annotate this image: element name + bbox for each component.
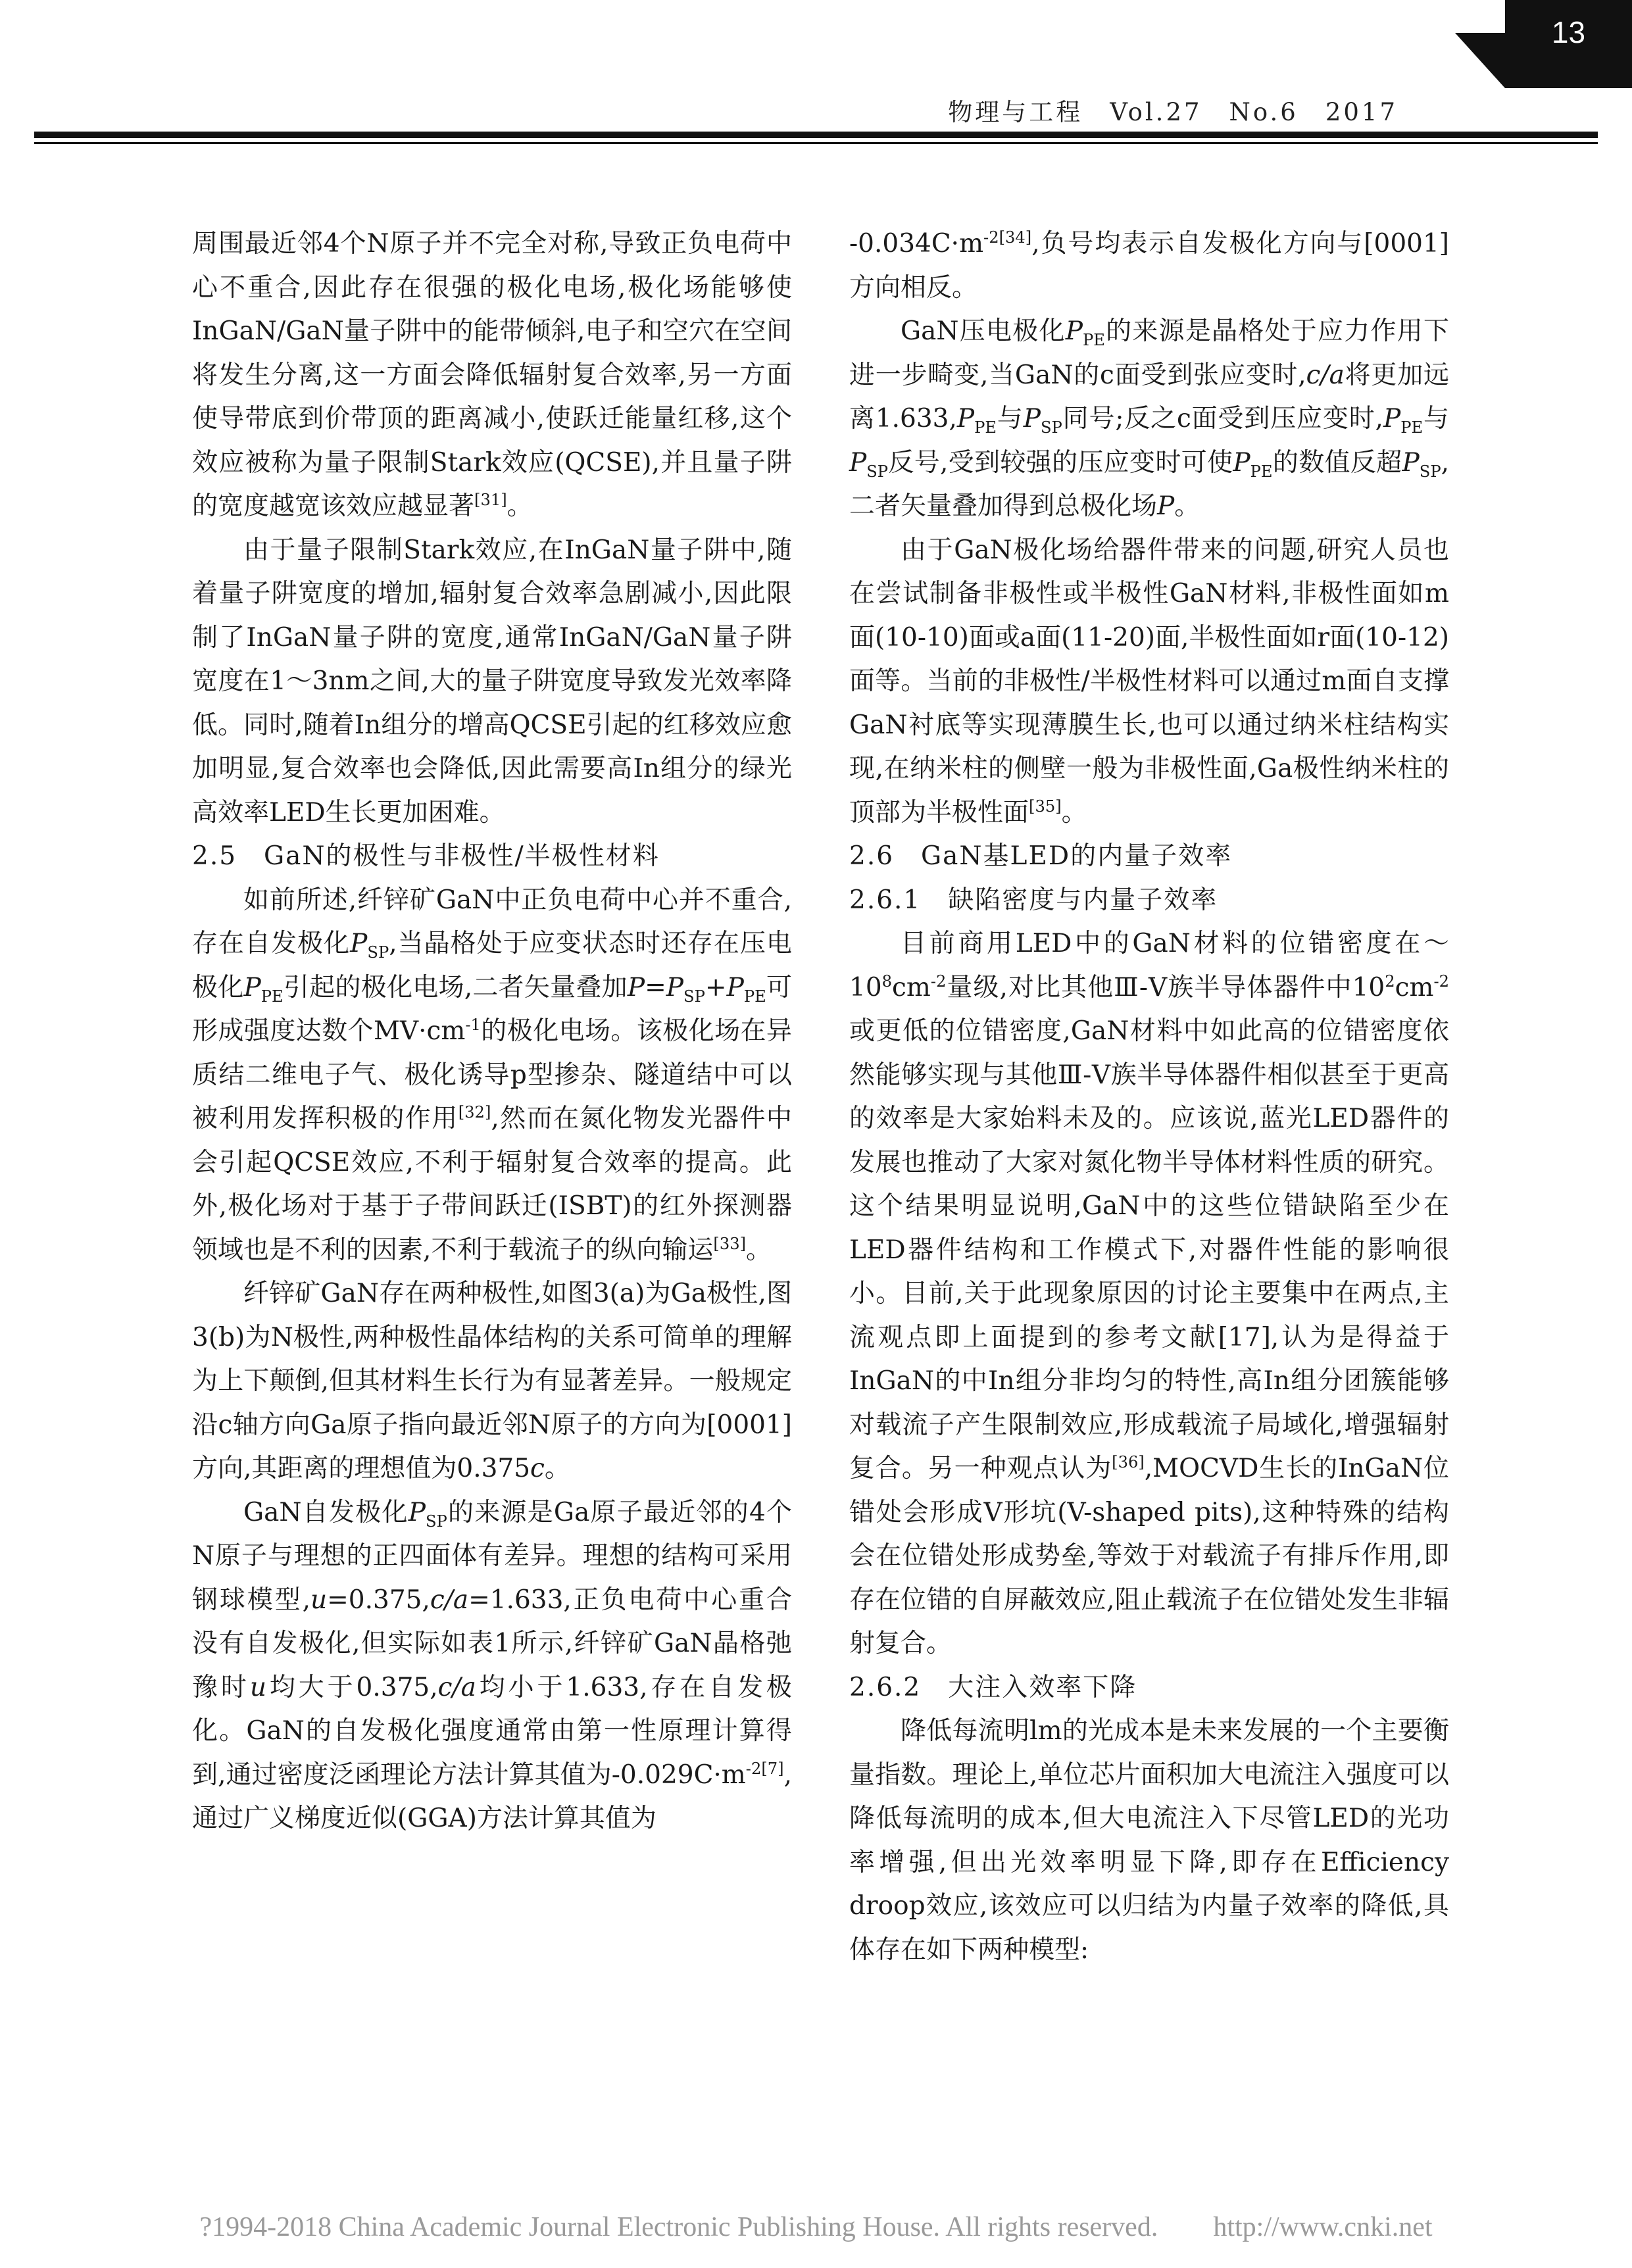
page-corner-fold — [1455, 33, 1505, 88]
header-rule-thin — [34, 142, 1598, 144]
paragraph: GaN自发极化$P_{SP}$的来源是Ga原子最近邻的4个N原子与理想的正四面体有差异。理想的结构可采用钢球模型,u=0.375,c/a=1.633,正负电荷中心重合没有自发极化,但实际如表1所示,纤锌矿GaN晶格弛豫时u均大于0.375,c/a均小于1.633,存在自发极化。GaN的自发极化强度通常由第一性原理计算得到,通过密度泛函理论方法计算其值为$-0.029C\cdot m^{-2[7]}$,通过广义梯度近似(GGA)方法计算其值为 — [192, 1497, 792, 1833]
section-heading-2-6-1: 2.6.1 缺陷密度与内量子效率 — [849, 885, 1218, 915]
paragraph: 如前所述,纤锌矿GaN中正负电荷中心并不重合,存在自发极化$P_{SP}$,当晶格处于应变状态时还存在压电极化$P_{PE}$引起的极化电场,二者矢量叠加$P=P_{SP}+P_{PE}$可形成强度达数个$MV\cdot cm^{-1}$的极化电场。该极化场在异质结二维电子气、极化诱导p型掺杂、隧道结中可以被利用发挥积极的作用[32],然而在氮化物发光器件中会引起QCSE效应,不利于辐射复合效率的提高。此外,极化场对于基于子带间跃迁(ISBT)的红外探测器领域也是不利的因素,不利于载流子的纵向输运[33]。 — [192, 885, 792, 1265]
paragraph: $-0.034C\cdot m^{-2[34]}$,负号均表示自发极化方向与[0001]方向相反。 — [849, 228, 1449, 303]
page-number: 13 — [1505, 0, 1632, 88]
copyright-footer: ?1994-2018 China Academic Journal Electronic Publishing House. All rights reserved. http://www.cnki.net — [199, 2212, 1433, 2242]
right-column — [849, 222, 1449, 1972]
section-heading-2-6: 2.6 GaN基LED的内量子效率 — [849, 841, 1233, 871]
paragraph: 由于GaN极化场给器件带来的问题,研究人员也在尝试制备非极性或半极性GaN材料,非极性面如m面(10-10)面或a面(11-20)面,半极性面如r面(10-12)面等。当前的非极性/半极性材料可以通过m面自支撑GaN衬底等实现薄膜生长,也可以通过纳米柱结构实现,在纳米柱的侧壁一般为非极性面,Ga极性纳米柱的顶部为半极性面[35]。 — [849, 535, 1449, 827]
paragraph: 周围最近邻4个N原子并不完全对称,导致正负电荷中心不重合,因此存在很强的极化电场,极化场能够使InGaN/GaN量子阱中的能带倾斜,电子和空穴在空间将发生分离,这一方面会降低辐射复合效率,另一方面使导带底到价带顶的距离减小,使跃迁能量红移,这个效应被称为量子限制Stark效应(QCSE),并且量子阱的宽度越宽该效应越显著[31]。 — [192, 229, 792, 521]
section-heading-2-6-2: 2.6.2 大注入效率下降 — [849, 1672, 1137, 1702]
paragraph: GaN压电极化$P_{PE}$的来源是晶格处于应力作用下进一步畸变,当GaN的c面受到张应变时,c/a将更加远离$1.633,P_{PE}$与$P_{SP}$同号;反之c面受到压应变时$,P_{PE}$与$P_{SP}$反号,受到较强的压应变时可使$P_{PE}$的数值反超$P_{SP}$,二者矢量叠加得到总极化场P。 — [849, 316, 1449, 521]
left-column — [192, 222, 792, 1841]
paragraph: 降低每流明lm的光成本是未来发展的一个主要衡量指数。理论上,单位芯片面积加大电流注入强度可以降低每流明的成本,但大电流注入下尽管LED的光功率增强,但出光效率明显下降,即存在Efficiency droop效应,该效应可以归结为内量子效率的降低,具体存在如下两种模型: — [849, 1716, 1449, 1965]
paragraph: 纤锌矿GaN存在两种极性,如图3(a)为Ga极性,图3(b)为N极性,两种极性晶体结构的关系可简单的理解为上下颠倒,但其材料生长行为有显著差异。一般规定沿c轴方向Ga原子指向最近邻N原子的方向为[0001]方向,其距离的理想值为0.375c。 — [192, 1279, 792, 1483]
journal-header: 物理与工程 Vol.27 No.6 2017 — [948, 98, 1398, 126]
paragraph: 目前商用LED中的GaN材料的位错密度在$\sim 10^8cm^{-2}$量级,对比其他Ⅲ-Ⅴ族半导体器件中$10^2cm^{-2}$或更低的位错密度,GaN材料中如此高的位错密度依然能够实现与其他Ⅲ-Ⅴ族半导体器件相似甚至于更高的效率是大家始料未及的。应该说,蓝光LED器件的发展也推动了大家对氮化物半导体材料性质的研究。这个结果明显说明,GaN中的这些位错缺陷至少在LED器件结构和工作模式下,对器件性能的影响很小。目前,关于此现象原因的讨论主要集中在两点,主流观点即上面提到的参考文献[17],认为是得益于InGaN的中In组分非均匀的特性,高In组分团簇能够对载流子产生限制效应,形成载流子局域化,增强辐射复合。另一种观点认为[36],MOCVD生长的InGaN位错处会形成V形坑(V-shaped pits),这种特殊的结构会在位错处形成势垒,等效于对载流子有排斥作用,即存在位错的自屏蔽效应,阻止载流子在位错处发生非辐射复合。 — [849, 929, 1449, 1658]
header-rule-thick — [34, 132, 1598, 138]
paragraph: 由于量子限制Stark效应,在InGaN量子阱中,随着量子阱宽度的增加,辐射复合效率急剧减小,因此限制了InGaN量子阱的宽度,通常InGaN/GaN量子阱宽度在1～3nm之间,大的量子阱宽度导致发光效率降低。同时,随着In组分的增高QCSE引起的红移效应愈加明显,复合效率也会降低,因此需要高In组分的绿光高效率LED生长更加困难。 — [192, 535, 792, 827]
section-heading-2-5: 2.5 GaN的极性与非极性/半极性材料 — [192, 841, 660, 871]
